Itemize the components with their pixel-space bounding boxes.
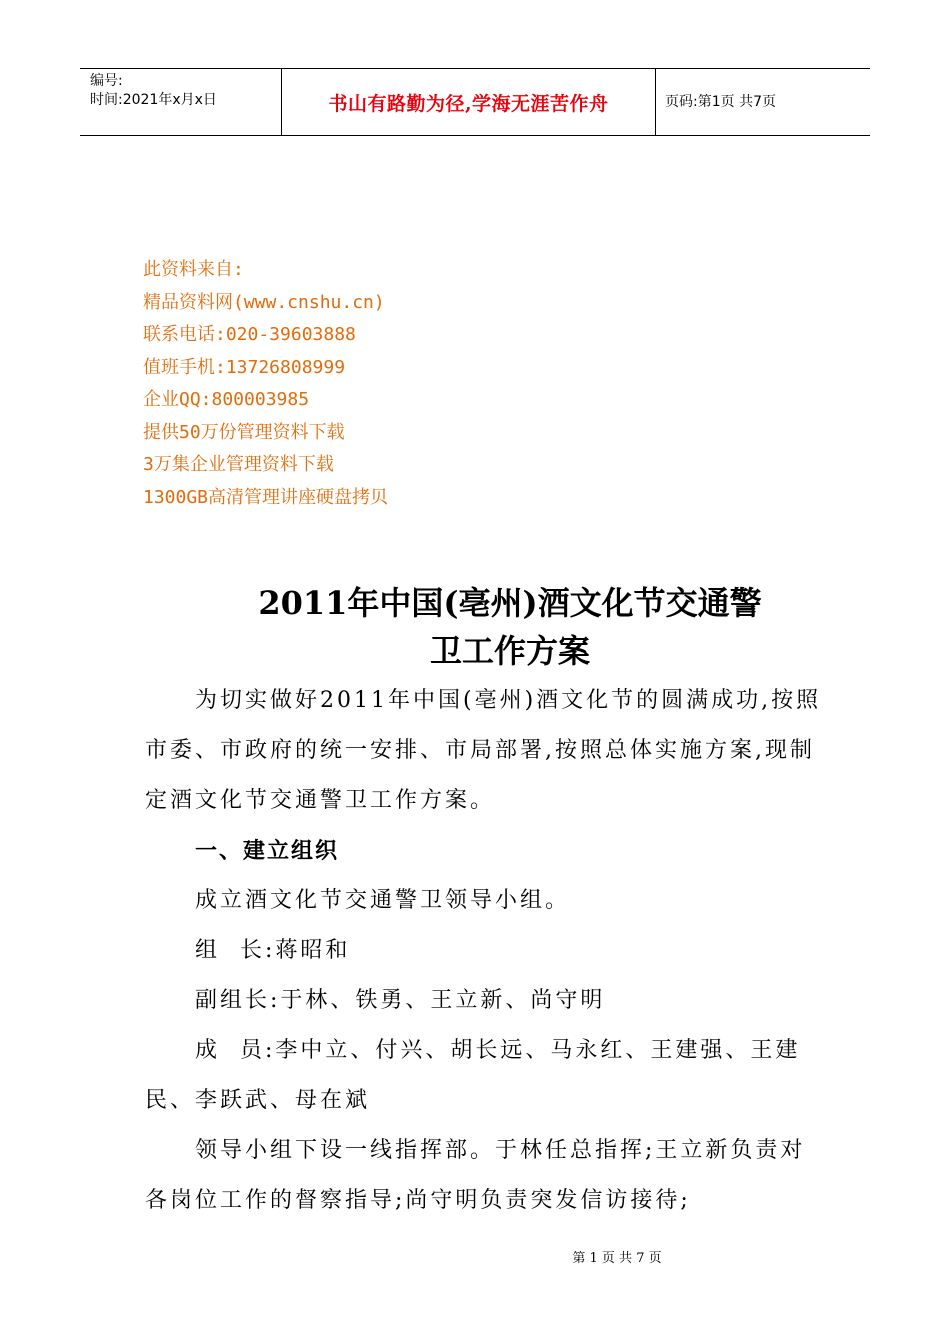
document-title-line1: 2011年中国(亳州)酒文化节交通警 xyxy=(258,584,762,622)
ad-line: 精品资料网(www.cnshu.cn) xyxy=(143,291,385,313)
command-paragraph: 领导小组下设一线指挥部。于林任总指挥;王立新负责对各岗位工作的督察指导;尚守明负责突发信访接待; xyxy=(145,1138,806,1213)
ad-line: 提供50万份管理资料下载 xyxy=(143,421,345,443)
header-motto: 书山有路勤为径,学海无涯苦作舟 xyxy=(328,92,609,115)
document-time-label: 时间:2021年x月x日 xyxy=(90,92,217,108)
section-paragraph: 成立酒文化节交通警卫领导小组。 xyxy=(195,888,571,913)
header-page-info: 页码:第1页 共7页 xyxy=(665,94,776,110)
intro-paragraph: 为切实做好2011年中国(亳州)酒文化节的圆满成功,按照市委、市政府的统一安排、市局部署,按照总体实施方案,现制定酒文化节交通警卫工作方案。 xyxy=(145,688,822,813)
ad-line: 值班手机:13726808999 xyxy=(143,356,346,378)
ad-line: 此资料来自: xyxy=(143,259,244,280)
ad-line: 3万集企业管理资料下载 xyxy=(143,454,334,475)
source-ad-block xyxy=(143,254,388,514)
section-heading: 一、建立组织 xyxy=(195,838,340,864)
deputy-line: 副组长:于林、铁勇、王立新、尚守明 xyxy=(195,988,606,1013)
page-footer: 第 1 页 共 7 页 xyxy=(572,1251,662,1266)
header-page-cell xyxy=(655,69,870,135)
leader-line: 组 长:蒋昭和 xyxy=(195,938,351,963)
ad-line: 1300GB高清管理讲座硬盘拷贝 xyxy=(143,486,389,508)
members-line: 成 员:李中立、付兴、胡长远、马永红、王建强、王建民、李跃武、母在斌 xyxy=(145,1038,801,1113)
ad-line: 企业QQ:800003985 xyxy=(143,389,310,410)
ad-line: 联系电话:020-39603888 xyxy=(143,324,356,345)
document-title-line2: 卫工作方案 xyxy=(429,632,590,670)
document-body xyxy=(145,676,825,1226)
header-table xyxy=(80,68,870,136)
header-motto-cell xyxy=(281,69,656,135)
header-meta-cell xyxy=(80,69,281,135)
document-number-label: 编号: xyxy=(90,73,123,89)
